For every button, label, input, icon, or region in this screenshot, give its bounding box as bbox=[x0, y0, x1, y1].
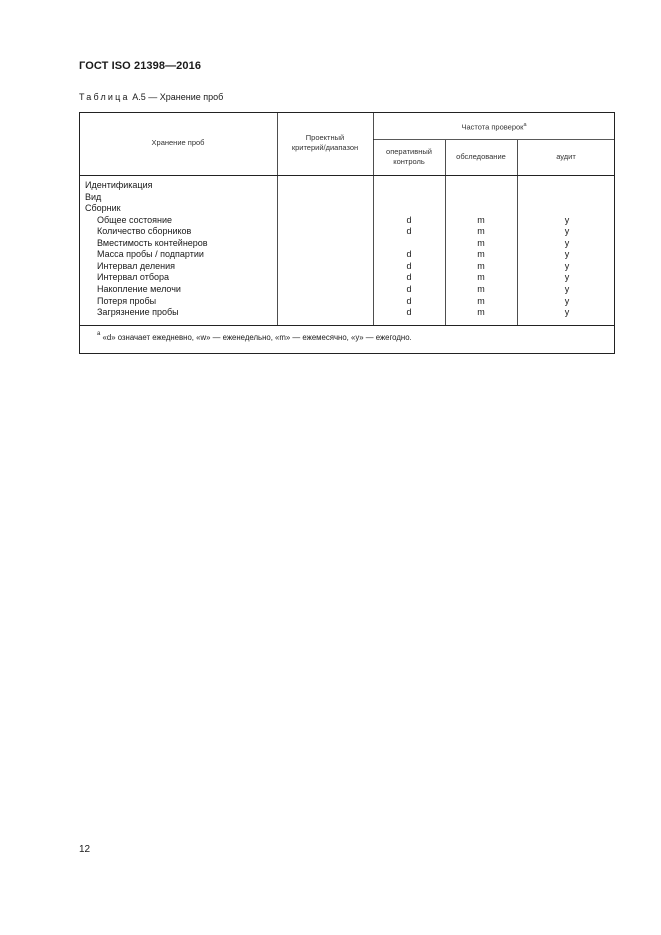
frequency-audit: y bbox=[564, 237, 570, 248]
footnote-ref-mark: a bbox=[523, 122, 527, 128]
row-label: Вместимость контейнеров bbox=[97, 237, 208, 248]
frequency-survey: m bbox=[477, 226, 485, 237]
row-label: Накопление мелочи bbox=[97, 283, 181, 294]
frequency-op: d bbox=[406, 249, 412, 260]
table-footnote bbox=[97, 333, 412, 342]
caption-title: Хранение проб bbox=[159, 92, 224, 102]
storage-table bbox=[79, 112, 615, 354]
row-label: Интервал отбора bbox=[97, 272, 170, 283]
frequency-op: d bbox=[406, 260, 412, 271]
row-label: Загрязнение пробы bbox=[97, 307, 179, 318]
frequency-op: d bbox=[406, 295, 412, 306]
row-label: Общее состояние bbox=[97, 214, 172, 225]
header-operative-col: оперативный контроль bbox=[386, 147, 432, 166]
frequency-audit: y bbox=[564, 249, 570, 260]
frequency-survey: m bbox=[477, 283, 485, 294]
frequency-op: d bbox=[406, 272, 412, 283]
row-label: Вид bbox=[85, 191, 102, 202]
header-criteria-col: Проектный критерий/диапазон bbox=[291, 133, 359, 152]
row-label: Интервал деления bbox=[97, 260, 175, 271]
frequency-survey: m bbox=[477, 237, 485, 248]
frequency-survey: m bbox=[477, 249, 485, 260]
footnote-mark: a bbox=[97, 331, 101, 337]
footnote-text: «d» означает ежедневно, «w» — еженедельно, «m» — ежемесячно, «y» — ежегодно. bbox=[102, 333, 412, 342]
row-label: Количество сборников bbox=[97, 226, 192, 237]
frequency-op: d bbox=[406, 226, 412, 237]
frequency-op: d bbox=[406, 214, 412, 225]
caption-separator: — bbox=[148, 92, 158, 102]
frequency-audit: y bbox=[564, 226, 570, 237]
row-label: Сборник bbox=[85, 203, 121, 214]
frequency-audit: y bbox=[564, 272, 570, 283]
frequency-audit: y bbox=[564, 295, 570, 306]
header-audit-col: аудит bbox=[556, 152, 576, 161]
frequency-survey: m bbox=[477, 272, 485, 283]
table-caption bbox=[79, 92, 223, 102]
frequency-survey: m bbox=[477, 260, 485, 271]
frequency-audit: y bbox=[564, 214, 570, 225]
document-header: ГОСТ ISO 21398—2016 bbox=[79, 60, 202, 72]
header-survey-col: обследование bbox=[456, 152, 506, 161]
frequency-op: d bbox=[406, 283, 412, 294]
frequency-survey: m bbox=[477, 214, 485, 225]
row-label: Масса пробы / подпартии bbox=[97, 249, 204, 260]
header-frequency-group: Частота проверок$^a$ bbox=[461, 122, 527, 132]
page-number: 12 bbox=[79, 844, 91, 855]
frequency-survey: m bbox=[477, 307, 485, 318]
row-label: Потеря пробы bbox=[97, 295, 157, 306]
frequency-op: d bbox=[406, 307, 412, 318]
frequency-audit: y bbox=[564, 260, 570, 271]
frequency-audit: y bbox=[564, 283, 570, 294]
frequency-audit: y bbox=[564, 307, 570, 318]
caption-label: Таблица bbox=[79, 92, 130, 102]
caption-number: А.5 bbox=[132, 92, 146, 102]
header-item-col: Хранение проб bbox=[151, 138, 205, 147]
frequency-survey: m bbox=[477, 295, 485, 306]
row-label: Идентификация bbox=[85, 180, 153, 190]
